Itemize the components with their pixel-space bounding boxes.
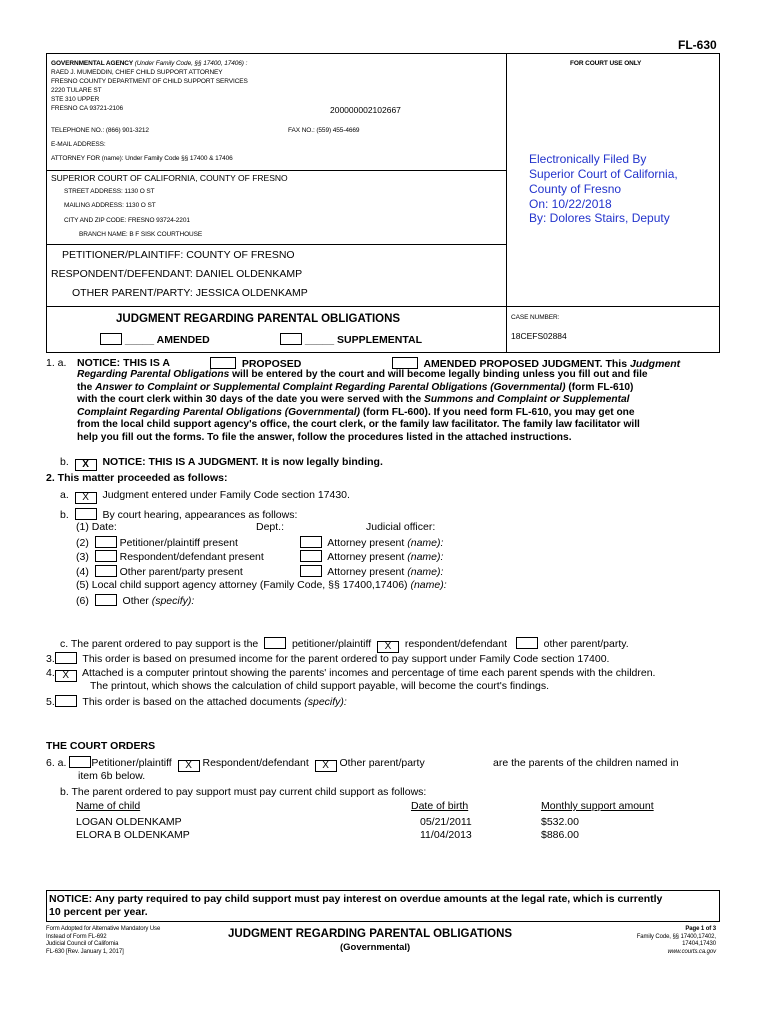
item1-notice: NOTICE: THIS IS A [77, 357, 170, 369]
attorney-3-checkbox[interactable] [300, 550, 322, 562]
interest-notice-box [46, 890, 720, 922]
branch-name: BRANCH NAME: B F SISK COURTHOUSE [79, 231, 203, 238]
family-code-checkbox[interactable]: X [75, 492, 97, 504]
efiled-line-1: Electronically Filed By [529, 152, 647, 166]
payer-other-checkbox[interactable] [516, 637, 538, 649]
appearance-row-6[interactable]: (6) Other (specify): [76, 595, 195, 607]
proposed-checkbox[interactable] [210, 357, 236, 369]
printout-checkbox[interactable]: X [55, 670, 77, 682]
header-left-border [46, 53, 47, 353]
judicial-officer: Judicial officer: [366, 521, 436, 533]
attorney-row-4[interactable]: Attorney present (name): [300, 565, 443, 579]
court-orders-heading: THE COURT ORDERS [46, 740, 156, 752]
agency-line-4: STE 310 UPPER [51, 96, 100, 103]
hearing-date: (1) Date: [76, 521, 117, 533]
courts-link[interactable]: www.courts.ca.gov [667, 948, 716, 955]
court-hearing-checkbox[interactable] [75, 508, 97, 520]
agency-label: GOVERNMENTAL AGENCY (Under Family Code, §§ 17400, 17406) : [51, 60, 248, 67]
efiled-line-5: By: Dolores Stairs, Deputy [529, 211, 670, 225]
notice-line-1: NOTICE: Any party required to pay child support must pay interest on overdue amounts at the legal rate, which is currently [49, 893, 663, 905]
amended-proposed-option[interactable]: AMENDED PROPOSED JUDGMENT. This Judgment [392, 357, 680, 371]
respondent-present-checkbox[interactable] [95, 550, 117, 562]
court-use-divider [506, 53, 507, 353]
item2-heading: 2. This matter proceeded as follows: [46, 472, 228, 484]
item6a-tail2: item 6b below. [78, 770, 146, 782]
court-use-label: FOR COURT USE ONLY [570, 60, 642, 67]
agency-id: 200000002102667 [330, 105, 401, 115]
agency-line-2: FRESNO COUNTY DEPARTMENT OF CHILD SUPPORT SERVICES [51, 78, 248, 85]
item1-number: 1. a. [46, 357, 67, 369]
petitioner-present-checkbox[interactable] [95, 536, 117, 548]
child-dob: 11/04/2013 [420, 829, 472, 841]
presumed-income-checkbox[interactable] [55, 652, 77, 664]
child-amount: $532.00 [541, 816, 579, 828]
appearance-row-4[interactable]: (4) Other parent/party present [76, 566, 243, 578]
email-label: E-MAIL ADDRESS: [51, 141, 106, 148]
street-address: STREET ADDRESS: 1130 O ST [64, 188, 155, 195]
header-bottom-border [46, 352, 720, 353]
parties-divider [46, 244, 506, 245]
other-checkbox[interactable] [95, 594, 117, 606]
item3[interactable]: 3. This order is based on presumed income for the parent ordered to pay support under Family Code section 17400. [46, 653, 610, 665]
amended-option[interactable]: _____ AMENDED [100, 333, 210, 347]
hearing-dept: Dept.: [256, 521, 285, 533]
child-name: ELORA B OLDENKAMP [76, 829, 190, 841]
attorney-row-2[interactable]: Attorney present (name): [300, 536, 443, 550]
efiled-line-2: Superior Court of California, [529, 167, 678, 181]
respondent: RESPONDENT/DEFENDANT: DANIEL OLDENKAMP [51, 268, 303, 280]
supplemental-option[interactable]: _____ SUPPLEMENTAL [280, 333, 422, 347]
item6a[interactable]: 6. a. Petitioner/plaintiff X Respondent/defendant X Other parent/party [46, 757, 425, 771]
item2b[interactable]: b. By court hearing, appearances as follows: [60, 509, 298, 521]
payer-petitioner-checkbox[interactable] [264, 637, 286, 649]
payer-respondent-checkbox[interactable]: X [377, 641, 399, 653]
item1b[interactable]: b. X NOTICE: THIS IS A JUDGMENT. It is now legally binding. [60, 456, 383, 470]
col-amount: Monthly support amount [541, 800, 654, 812]
notice-line-2: 10 percent per year. [49, 905, 148, 918]
efiled-line-3: County of Fresno [529, 182, 622, 196]
child-name: LOGAN OLDENKAMP [76, 816, 182, 828]
item6a-tail: are the parents of the children named in [493, 757, 679, 769]
parent-respondent-checkbox[interactable]: X [178, 760, 200, 772]
footer-subtitle: (Governmental) [340, 942, 411, 953]
telephone: TELEPHONE NO.: (866) 901-3212 [51, 127, 149, 134]
attached-documents-checkbox[interactable] [55, 695, 77, 707]
agency-line-3: 2220 TULARE ST [51, 87, 102, 94]
case-number-label: CASE NUMBER: [511, 314, 560, 321]
header-top-border [46, 53, 720, 54]
item2c[interactable]: c. The parent ordered to pay support is the petitioner/plaintiff X respondent/defendant other parent/party. [60, 638, 629, 652]
other-parent: OTHER PARENT/PARTY: JESSICA OLDENKAMP [72, 287, 308, 299]
item5[interactable]: 5. This order is based on the attached documents (specify): [46, 696, 347, 708]
efiled-line-4: On: 10/22/2018 [529, 197, 612, 211]
mailing-address: MAILING ADDRESS: 1130 O ST [64, 202, 156, 209]
col-name: Name of child [76, 800, 141, 812]
proposed-option[interactable]: PROPOSED [210, 357, 301, 371]
parent-petitioner-checkbox[interactable] [69, 756, 91, 768]
attorney-row-3[interactable]: Attorney present (name): [300, 550, 443, 564]
header-right-border [719, 53, 720, 353]
title-divider [46, 306, 720, 307]
fax: FAX NO.: (559) 455-4669 [288, 127, 360, 134]
appearance-row-2[interactable]: (2) Petitioner/plaintiff present [76, 537, 238, 549]
item4-line2: The printout, which shows the calculation of child support payable, will become the court's findings. [90, 680, 550, 692]
judgment-checkbox[interactable]: X [75, 459, 97, 471]
appearance-row-5: (5) Local child support agency attorney (Family Code, §§ 17400,17406) (name): [76, 579, 447, 591]
court-section-divider [46, 170, 506, 171]
city-zip: CITY AND ZIP CODE: FRESNO 93724-2201 [64, 217, 190, 224]
amended-proposed-checkbox[interactable] [392, 357, 418, 369]
petitioner: PETITIONER/PLAINTIFF: COUNTY OF FRESNO [62, 249, 295, 261]
form-id: FL-630 [678, 38, 717, 52]
parent-other-checkbox[interactable]: X [315, 760, 337, 772]
footer-title: JUDGMENT REGARDING PARENTAL OBLIGATIONS [228, 928, 513, 940]
agency-line-5: FRESNO CA 93721-2106 [51, 105, 124, 112]
case-number: 18CEFS02884 [511, 331, 567, 341]
item1-paragraph: Regarding Parental Obligations will be entered by the court and will become legally binding unless you fill out and file the Answer to Complaint or Supplemental Complaint Regarding Parental Obligations (Governmental) (form FL-610) with the court clerk within 30 days of the date you were served with the Summons and Complaint or Supplemental Complaint Regarding Parental Obligations (Governmental) (form FL-600). If you need form FL-610, you may get one from the local child support agency's office, the court clerk, or the family law facilitator. The family law facilitator will help you fill out the forms. To file the answer, follow the procedures listed in the attached instructions. [77, 369, 648, 443]
item6b: b. The parent ordered to pay support must pay current child support as follows: [60, 786, 427, 798]
col-dob: Date of birth [411, 800, 469, 812]
form-title: JUDGMENT REGARDING PARENTAL OBLIGATIONS [116, 313, 401, 325]
other-party-present-checkbox[interactable] [95, 565, 117, 577]
court-name: SUPERIOR COURT OF CALIFORNIA, COUNTY OF FRESNO [51, 173, 288, 183]
appearance-row-3[interactable]: (3) Respondent/defendant present [76, 551, 264, 563]
supplemental-checkbox[interactable] [280, 333, 302, 345]
amended-checkbox[interactable] [100, 333, 122, 345]
agency-line-1: RAED J. MUMEDDIN, CHIEF CHILD SUPPORT ATTORNEY [51, 69, 223, 76]
child-dob: 05/21/2011 [420, 816, 472, 828]
attorney-4-checkbox[interactable] [300, 565, 322, 577]
footer-left: Form Adopted for Alternative Mandatory Use Instead of Form FL-692 Judicial Council of California FL-630 [Rev. January 1, 2017] [46, 926, 161, 955]
footer-right: Page 1 of 3 Family Code, §§ 17400,17402, 17404,17430 www.courts.ca.gov [636, 926, 716, 955]
item2a[interactable]: a. X Judgment entered under Family Code section 17430. [60, 489, 350, 503]
item4[interactable]: 4. X Attached is a computer printout showing the parents' incomes and percentage of time each parent spends with the children. [46, 667, 656, 681]
child-amount: $886.00 [541, 829, 579, 841]
attorney-2-checkbox[interactable] [300, 536, 322, 548]
attorney-for: ATTORNEY FOR (name): Under Family Code §§ 17400 & 17406 [51, 155, 233, 162]
